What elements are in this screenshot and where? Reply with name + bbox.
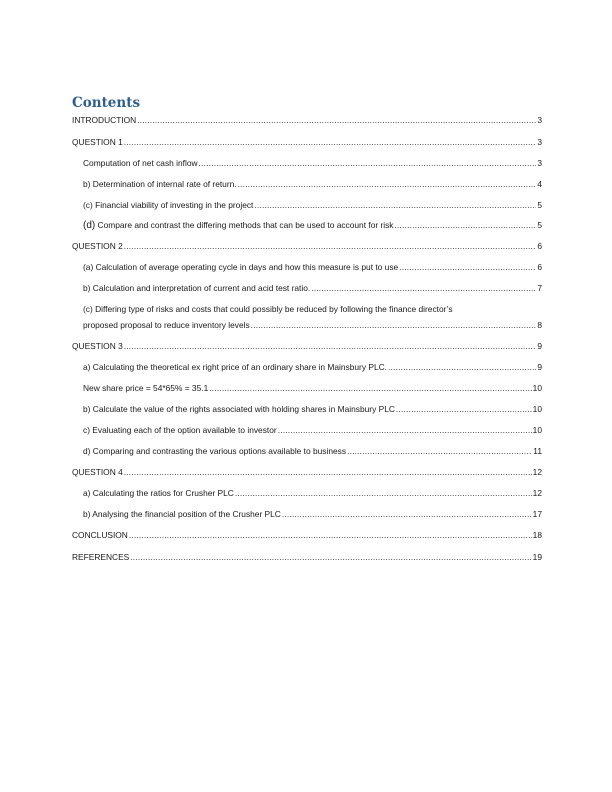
toc-entry-page: 9 — [537, 341, 542, 351]
toc-entry-title: b) Calculate the value of the rights associated with holding shares in Mainsbury PLC — [83, 404, 395, 414]
toc-entry-crusher-position[interactable] — [72, 509, 542, 520]
toc-entry-title-line2 — [83, 320, 542, 331]
toc-entry-introduction[interactable] — [72, 115, 542, 126]
toc-entry-page: 12 — [532, 467, 542, 477]
toc-entry-title: Computation of net cash inflow — [83, 158, 198, 168]
toc-entry-page: 19 — [532, 552, 542, 562]
toc-entry-question-2[interactable] — [72, 241, 542, 252]
dot-leader — [124, 137, 537, 148]
toc-entry-question-4[interactable] — [72, 467, 542, 478]
toc-entry-question-3[interactable] — [72, 341, 542, 352]
toc-entry-page: 5 — [537, 220, 542, 230]
dot-leader — [251, 320, 537, 331]
toc-entry-page: 9 — [537, 362, 542, 372]
toc-entry-ex-right-price[interactable] — [72, 362, 542, 373]
dot-leader — [130, 552, 531, 563]
toc-entry-title: b) Determination of internal rate of return. — [83, 179, 237, 189]
toc-entry-title: QUESTION 1 — [72, 137, 123, 147]
toc-entry-net-cash-inflow[interactable] — [72, 158, 542, 169]
toc-entry-title: QUESTION 3 — [72, 341, 123, 351]
dot-leader — [124, 467, 532, 478]
toc-entry-business-options[interactable] — [72, 446, 542, 457]
toc-entry-title: a) Calculating the theoretical ex right price of an ordinary share in Mainsbury PLC. — [83, 362, 387, 372]
toc-entry-page: 5 — [537, 200, 542, 210]
toc-entry-title: d) Comparing and contrasting the various options available to business — [83, 446, 347, 456]
dot-leader — [396, 404, 532, 415]
toc-entry-title: QUESTION 4 — [72, 467, 123, 477]
toc-entry-current-ratio[interactable] — [72, 283, 542, 294]
dot-leader — [395, 220, 537, 231]
toc-entry-page: 12 — [532, 488, 542, 498]
toc-entry-title: (d) Compare and contrast the differing methods that can be used to account for risk — [83, 220, 394, 231]
toc-entry-title: a) Calculating the ratios for Crusher PLC — [83, 488, 234, 498]
dot-leader — [388, 362, 536, 373]
dot-leader — [238, 179, 537, 190]
dot-leader — [209, 383, 531, 394]
toc-entry-title: New share price = 54*65% = 35.1 — [83, 383, 209, 393]
dot-leader — [124, 241, 537, 252]
toc-entry-page: 7 — [537, 283, 542, 293]
toc-entry-financial-viability[interactable] — [72, 200, 542, 211]
toc-entry-page: 18 — [532, 530, 542, 540]
dot-leader — [278, 425, 532, 436]
dot-leader — [129, 530, 532, 541]
toc-entry-new-share-price[interactable] — [72, 383, 542, 394]
dot-leader — [311, 283, 536, 294]
toc-entry-question-1[interactable] — [72, 137, 542, 148]
dot-leader — [124, 341, 537, 352]
toc-entry-operating-cycle[interactable] — [72, 262, 542, 273]
toc-entry-page: 6 — [537, 262, 542, 272]
dot-leader — [254, 200, 536, 211]
toc-entry-page: 8 — [537, 320, 542, 330]
table-of-contents — [72, 110, 542, 563]
toc-entry-title: c) Evaluating each of the option available to investor — [83, 425, 277, 435]
dot-leader — [199, 158, 537, 169]
dot-leader — [282, 509, 532, 520]
toc-entry-page: 4 — [537, 179, 542, 189]
toc-entry-investor-options[interactable] — [72, 425, 542, 436]
toc-entry-page: 11 — [533, 446, 542, 456]
toc-entry-page: 10 — [532, 425, 542, 435]
toc-entry-prefix: (d) — [83, 220, 96, 231]
toc-entry-crusher-ratios[interactable] — [72, 488, 542, 499]
dot-leader — [347, 446, 532, 457]
toc-entry-title: QUESTION 2 — [72, 241, 123, 251]
toc-entry-page: 3 — [537, 158, 542, 168]
toc-entry-page: 10 — [532, 404, 542, 414]
toc-entry-references[interactable] — [72, 552, 542, 563]
toc-entry-title: CONCLUSION — [72, 530, 128, 540]
dot-leader — [137, 115, 536, 126]
dot-leader — [399, 262, 536, 273]
toc-entry-page: 10 — [532, 383, 542, 393]
toc-entry-title: INTRODUCTION — [72, 115, 137, 125]
toc-entry-risk-methods[interactable] — [72, 220, 542, 231]
toc-entry-rights-value[interactable] — [72, 404, 542, 415]
toc-entry-irr[interactable] — [72, 179, 542, 190]
toc-entry-title: b) Analysing the financial position of the Crusher PLC — [83, 509, 281, 519]
toc-entry-title-line1: (c) Differing type of risks and costs that could possibly be reduced by following the finance director’s — [83, 304, 453, 314]
toc-entry-title: proposed proposal to reduce inventory levels — [83, 320, 250, 330]
toc-entry-page: 3 — [537, 137, 542, 147]
toc-entry-title: (c) Financial viability of investing in the project — [83, 200, 254, 210]
toc-entry-page: 6 — [537, 241, 542, 251]
dot-leader — [235, 488, 532, 499]
toc-entry-title: REFERENCES — [72, 552, 130, 562]
toc-entry-inventory-risks[interactable] — [72, 304, 542, 331]
toc-entry-title: b) Calculation and interpretation of current and acid test ratio. — [83, 283, 311, 293]
toc-entry-page: 3 — [537, 115, 542, 125]
toc-heading: Contents — [72, 95, 141, 111]
toc-entry-page: 17 — [532, 509, 542, 519]
toc-entry-conclusion[interactable] — [72, 530, 542, 541]
toc-entry-title: (a) Calculation of average operating cycle in days and how this measure is put to use — [83, 262, 399, 272]
